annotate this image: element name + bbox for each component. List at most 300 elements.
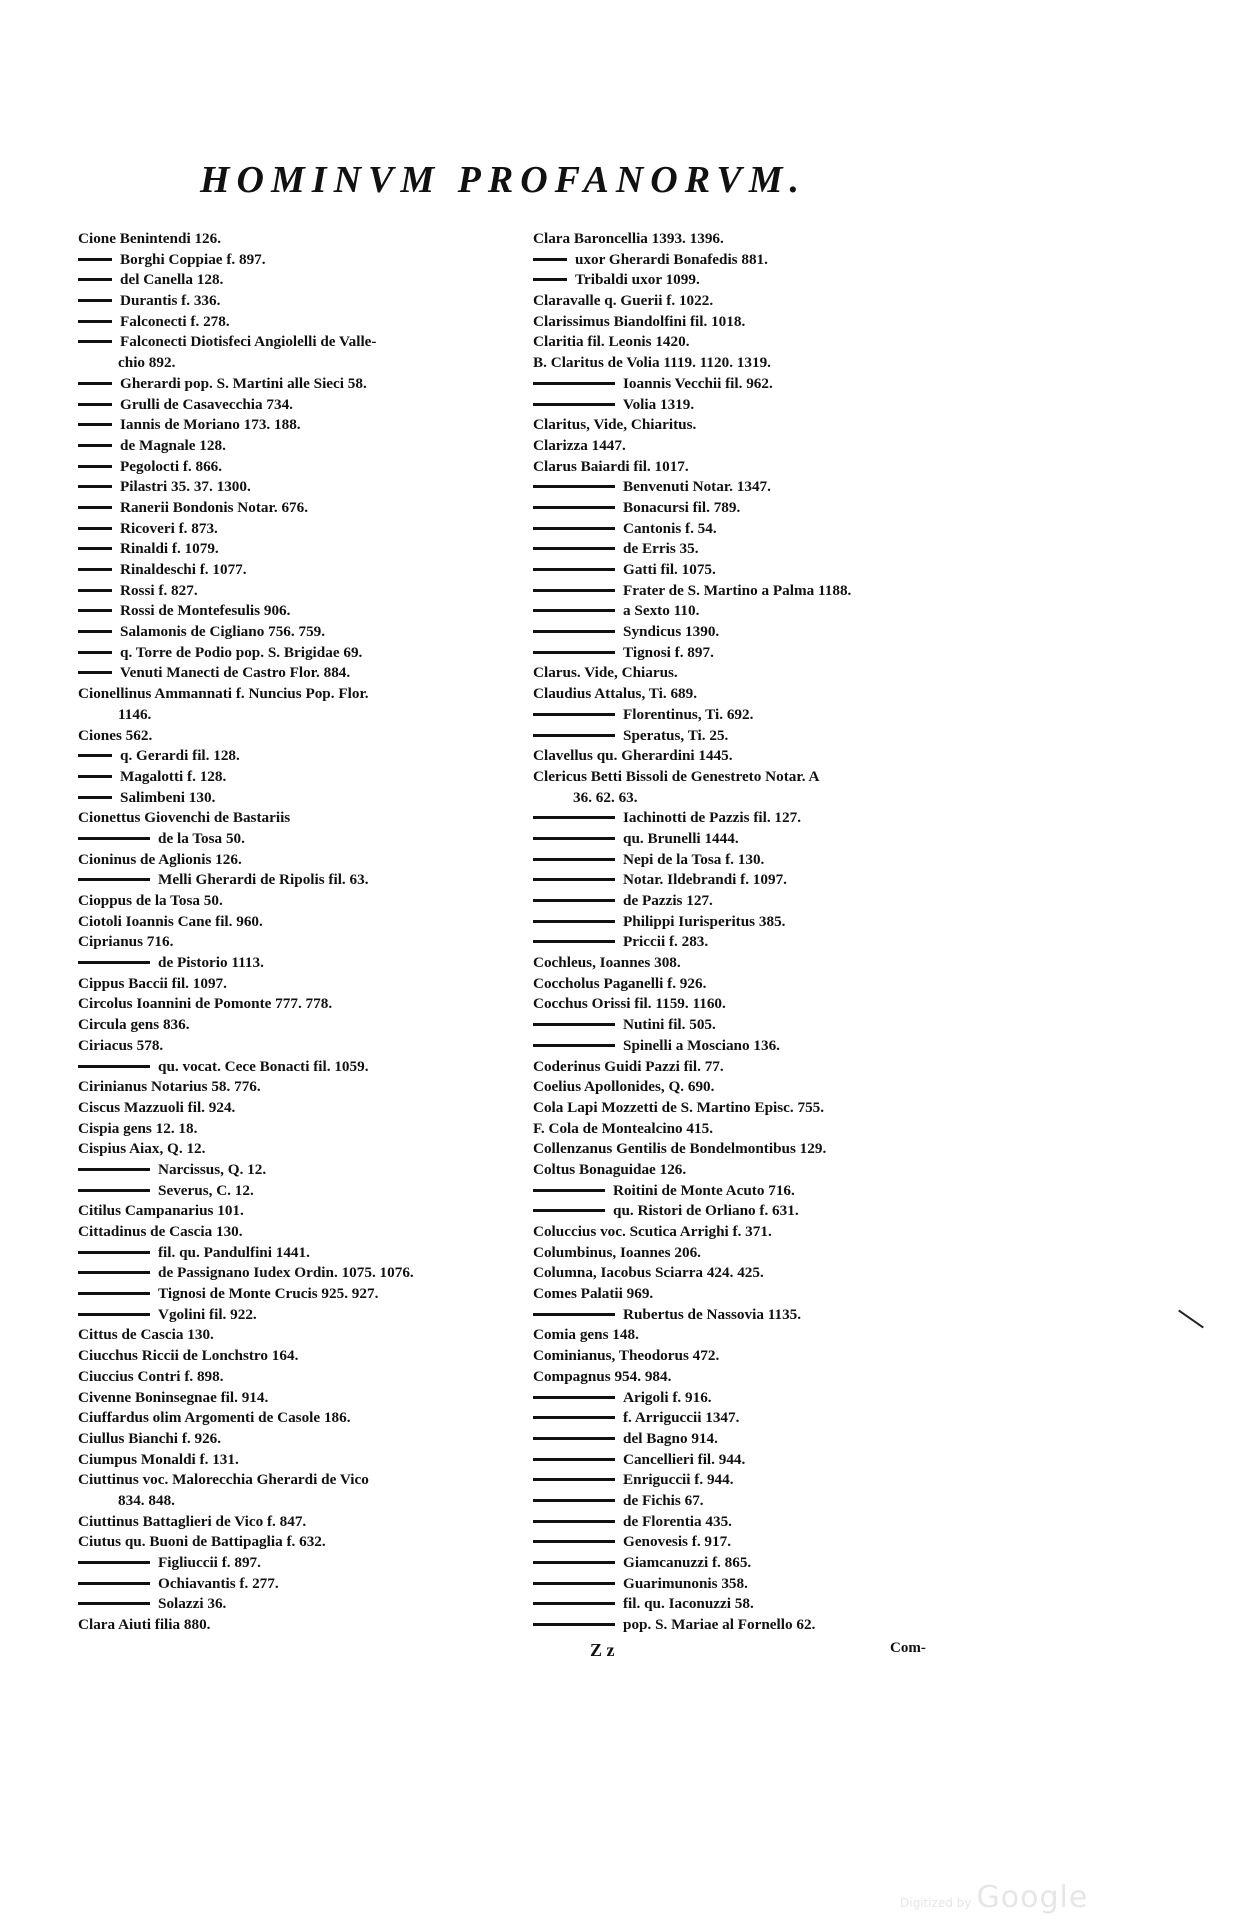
ditto-dash xyxy=(78,320,112,323)
index-entry xyxy=(78,1388,516,1409)
entry-text: de Pazzis 127. xyxy=(623,892,713,909)
index-entry xyxy=(78,1512,516,1533)
index-entry xyxy=(533,663,969,684)
entry-text: chio 892. xyxy=(118,354,176,372)
entry-text: Figliuccii f. 897. xyxy=(158,1554,261,1571)
ditto-dash xyxy=(78,403,112,406)
entry-text: Ciuffardus olim Argomenti de Casole 186. xyxy=(78,1409,351,1427)
ditto-dash xyxy=(533,899,615,902)
index-entry xyxy=(533,622,969,643)
index-entry xyxy=(78,746,516,767)
index-entry xyxy=(533,436,969,457)
entry-text: Claritia fil. Leonis 1420. xyxy=(533,333,690,351)
ditto-dash xyxy=(533,651,615,654)
ditto-dash xyxy=(533,1189,605,1192)
entry-text: Cochleus, Ioannes 308. xyxy=(533,954,681,972)
index-entry xyxy=(533,477,969,498)
index-entry xyxy=(78,1429,516,1450)
index-entry xyxy=(533,870,969,891)
ditto-dash xyxy=(533,1209,605,1212)
entry-text: f. Arriguccii 1347. xyxy=(623,1409,740,1427)
entry-text: Ciuttinus voc. Malorecchia Gherardi de Vico xyxy=(78,1471,369,1489)
entry-text: Coltus Bonaguidae 126. xyxy=(533,1160,687,1178)
ditto-dash xyxy=(533,1416,615,1419)
index-entry xyxy=(533,1325,969,1346)
index-entry xyxy=(78,1367,516,1388)
index-entry xyxy=(78,932,516,953)
entry-text: Genovesis f. 917. xyxy=(623,1533,731,1551)
entry-text: Cioppus de la Tosa 50. xyxy=(78,892,223,909)
index-entry xyxy=(78,1532,516,1553)
index-entry xyxy=(533,601,969,622)
index-entry xyxy=(533,746,969,767)
entry-text: del Bagno 914. xyxy=(623,1429,718,1447)
entry-text: Syndicus 1390. xyxy=(623,623,720,641)
index-entry xyxy=(533,1429,969,1450)
index-entry xyxy=(533,684,969,705)
ditto-dash xyxy=(78,1065,150,1068)
index-entry xyxy=(78,829,516,850)
ditto-dash xyxy=(533,609,615,612)
index-entry xyxy=(533,850,969,871)
index-entry xyxy=(78,788,516,809)
index-entry xyxy=(533,1160,969,1181)
ditto-dash xyxy=(533,920,615,923)
entry-text: Clara Baroncellia 1393. 1396. xyxy=(533,230,724,247)
index-entry xyxy=(78,250,516,271)
ditto-dash xyxy=(533,527,615,530)
index-entry xyxy=(533,539,969,560)
ditto-dash xyxy=(533,1313,615,1316)
ditto-dash xyxy=(78,1271,150,1274)
index-entry xyxy=(78,1450,516,1471)
ditto-dash xyxy=(533,1602,615,1605)
index-entry xyxy=(533,498,969,519)
ditto-dash xyxy=(78,568,112,571)
entry-text: B. Claritus de Volia 1119. 1120. 1319. xyxy=(533,354,771,372)
index-entry xyxy=(78,953,516,974)
entry-text: Ciuccius Contri f. 898. xyxy=(78,1367,224,1385)
entry-text: Cispia gens 12. 18. xyxy=(78,1119,198,1137)
index-entry xyxy=(533,560,969,581)
ditto-dash xyxy=(78,278,112,281)
index-entry xyxy=(533,353,969,374)
entry-text: Cirinianus Notarius 58. 776. xyxy=(78,1078,261,1096)
entry-text: Columna, Iacobus Sciarra 424. 425. xyxy=(533,1264,764,1282)
entry-text: Clarus Baiardi fil. 1017. xyxy=(533,457,689,475)
ditto-dash xyxy=(78,1313,150,1316)
entry-text: 36. 62. 63. xyxy=(573,788,638,806)
index-entry xyxy=(78,229,516,250)
entry-text: fil. qu. Iaconuzzi 58. xyxy=(623,1595,754,1613)
entry-text: Claritus, Vide, Chiaritus. xyxy=(533,416,697,434)
ditto-dash xyxy=(533,278,567,281)
entry-text: Narcissus, Q. 12. xyxy=(158,1160,267,1178)
watermark-small: Digitized by xyxy=(900,1896,972,1910)
entry-text: Cioninus de Aglionis 126. xyxy=(78,850,242,868)
ditto-dash xyxy=(78,1292,150,1295)
index-entry xyxy=(78,1305,516,1326)
entry-text: Iachinotti de Pazzis fil. 127. xyxy=(623,809,802,827)
index-entry xyxy=(533,1512,969,1533)
index-entry xyxy=(78,353,516,374)
index-entry xyxy=(78,1036,516,1057)
entry-text: Tignosi de Monte Crucis 925. 927. xyxy=(158,1285,379,1303)
index-entry xyxy=(78,374,516,395)
entry-text: Cippus Baccii fil. 1097. xyxy=(78,974,227,992)
entry-text: Venuti Manecti de Castro Flor. 884. xyxy=(120,664,351,682)
index-entry xyxy=(78,1553,516,1574)
entry-text: 834. 848. xyxy=(118,1491,175,1509)
entry-text: Falconecti Diotisfeci Angiolelli de Valle- xyxy=(120,333,377,351)
index-entry xyxy=(533,312,969,333)
index-entry xyxy=(78,684,516,705)
entry-text: Cionellinus Ammannati f. Nuncius Pop. Flor. xyxy=(78,685,369,703)
entry-text: Cispius Aiax, Q. 12. xyxy=(78,1140,206,1158)
index-entry xyxy=(533,1450,969,1471)
index-entry xyxy=(78,1243,516,1264)
entry-text: Philippi Iurisperitus 385. xyxy=(623,912,786,930)
entry-text: Rinaldeschi f. 1077. xyxy=(120,561,247,578)
index-entry xyxy=(78,1098,516,1119)
ditto-dash xyxy=(78,609,112,612)
entry-text: Ciprianus 716. xyxy=(78,933,174,951)
entry-text: Civenne Boninsegnae fil. 914. xyxy=(78,1388,269,1406)
index-entry xyxy=(533,1119,969,1140)
left-column xyxy=(78,229,516,1636)
index-entry xyxy=(533,788,969,809)
entry-text: Clarissimus Biandolfini fil. 1018. xyxy=(533,312,746,330)
entry-text: Gatti fil. 1075. xyxy=(623,561,716,578)
entry-text: Ciullus Bianchi f. 926. xyxy=(78,1429,222,1447)
index-entry xyxy=(78,994,516,1015)
entry-text: Cola Lapi Mozzetti de S. Martino Episc. 755. xyxy=(533,1098,825,1116)
ditto-dash xyxy=(533,713,615,716)
ditto-dash xyxy=(533,1023,615,1026)
entry-text: q. Torre de Podio pop. S. Brigidae 69. xyxy=(120,643,363,661)
ditto-dash xyxy=(533,568,615,571)
index-entry xyxy=(533,1491,969,1512)
index-entry xyxy=(78,974,516,995)
entry-text: Ciscus Mazzuoli fil. 924. xyxy=(78,1098,236,1116)
entry-text: Rossi f. 827. xyxy=(120,581,198,599)
index-entry xyxy=(78,912,516,933)
entry-text: Cione Benintendi 126. xyxy=(78,230,222,247)
index-entry xyxy=(533,891,969,912)
ditto-dash xyxy=(78,775,112,778)
index-entry xyxy=(533,767,969,788)
index-entry xyxy=(78,1408,516,1429)
index-entry xyxy=(533,1594,969,1615)
entry-text: Roitini de Monte Acuto 716. xyxy=(613,1181,795,1199)
index-entry xyxy=(533,932,969,953)
ditto-dash xyxy=(533,485,615,488)
index-entry xyxy=(533,829,969,850)
entry-text: Salamonis de Cigliano 756. 759. xyxy=(120,623,326,641)
index-entry xyxy=(533,1553,969,1574)
entry-text: Priccii f. 283. xyxy=(623,933,709,951)
entry-text: Melli Gherardi de Ripolis fil. 63. xyxy=(158,871,369,889)
watermark-logo: Google xyxy=(976,1880,1089,1915)
ditto-dash xyxy=(78,1189,150,1192)
entry-text: 1146. xyxy=(118,705,152,723)
index-entry xyxy=(78,291,516,312)
entry-text: Cantonis f. 54. xyxy=(623,519,717,537)
entry-text: fil. qu. Pandulfini 1441. xyxy=(158,1243,310,1261)
entry-text: qu. vocat. Cece Bonacti fil. 1059. xyxy=(158,1057,369,1075)
index-entry xyxy=(533,374,969,395)
index-entry xyxy=(78,270,516,291)
entry-text: Ciotoli Ioannis Cane fil. 960. xyxy=(78,912,263,930)
ditto-dash xyxy=(78,527,112,530)
index-entry xyxy=(78,808,516,829)
index-entry xyxy=(78,1015,516,1036)
index-entry xyxy=(78,1491,516,1512)
entry-text: Severus, C. 12. xyxy=(158,1181,254,1199)
stray-mark xyxy=(1178,1310,1204,1329)
index-entry xyxy=(533,994,969,1015)
ditto-dash xyxy=(533,1561,615,1564)
entry-text: Ioannis Vecchii fil. 962. xyxy=(623,374,773,392)
entry-text: Rossi de Montefesulis 906. xyxy=(120,602,291,620)
ditto-dash xyxy=(78,878,150,881)
index-entry xyxy=(78,705,516,726)
entry-text: Cocchus Orissi fil. 1159. 1160. xyxy=(533,995,726,1013)
entry-text: Columbinus, Ioannes 206. xyxy=(533,1243,701,1261)
index-entry xyxy=(78,560,516,581)
ditto-dash xyxy=(533,1520,615,1523)
index-entry xyxy=(78,436,516,457)
index-entry xyxy=(78,622,516,643)
entry-text: Falconecti f. 278. xyxy=(120,312,230,330)
entry-text: Clara Aiuti filia 880. xyxy=(78,1616,211,1634)
ditto-dash xyxy=(533,506,615,509)
index-entry xyxy=(533,1057,969,1078)
index-entry xyxy=(533,1388,969,1409)
signature-mark: Z z xyxy=(590,1640,615,1660)
ditto-dash xyxy=(533,630,615,633)
entry-text: Collenzanus Gentilis de Bondelmontibus 129. xyxy=(533,1140,827,1158)
index-entry xyxy=(78,1057,516,1078)
index-entry xyxy=(533,1305,969,1326)
entry-text: Tignosi f. 897. xyxy=(623,643,714,661)
entry-text: Magalotti f. 128. xyxy=(120,767,227,785)
entry-text: Iannis de Moriano 173. 188. xyxy=(120,416,301,434)
index-entry xyxy=(78,539,516,560)
ditto-dash xyxy=(533,547,615,550)
entry-text: de Erris 35. xyxy=(623,540,699,558)
entry-text: Rinaldi f. 1079. xyxy=(120,540,219,558)
index-entry xyxy=(78,891,516,912)
index-entry xyxy=(533,229,969,250)
entry-text: de Pistorio 1113. xyxy=(158,954,264,972)
entry-text: qu. Brunelli 1444. xyxy=(623,829,739,847)
ditto-dash xyxy=(78,547,112,550)
ditto-dash xyxy=(533,403,615,406)
entry-text: Cancellieri fil. 944. xyxy=(623,1450,746,1468)
index-entry xyxy=(78,332,516,353)
index-entry xyxy=(533,415,969,436)
index-entry xyxy=(533,291,969,312)
index-entry xyxy=(533,643,969,664)
index-entry xyxy=(533,1098,969,1119)
entry-text: Nepi de la Tosa f. 130. xyxy=(623,850,765,868)
entry-text: Ciumpus Monaldi f. 131. xyxy=(78,1450,239,1468)
watermark xyxy=(900,1880,1088,1915)
entry-text: Ricoveri f. 873. xyxy=(120,519,218,537)
entry-text: de Magnale 128. xyxy=(120,436,226,454)
ditto-dash xyxy=(533,858,615,861)
index-entry xyxy=(533,1243,969,1264)
entry-text: Coccholus Paganelli f. 926. xyxy=(533,974,707,992)
entry-text: uxor Gherardi Bonafedis 881. xyxy=(575,250,768,268)
ditto-dash xyxy=(533,1582,615,1585)
entry-text: F. Cola de Montealcino 415. xyxy=(533,1119,713,1137)
ditto-dash xyxy=(78,465,112,468)
index-entry xyxy=(78,457,516,478)
entry-text: Clericus Betti Bissoli de Genestreto Notar. A xyxy=(533,767,820,785)
index-entry xyxy=(78,1201,516,1222)
ditto-dash xyxy=(533,878,615,881)
ditto-dash xyxy=(78,1251,150,1254)
index-entry xyxy=(533,1532,969,1553)
index-entry xyxy=(533,705,969,726)
ditto-dash xyxy=(78,630,112,633)
entry-text: qu. Ristori de Orliano f. 631. xyxy=(613,1202,799,1220)
ditto-dash xyxy=(78,299,112,302)
entry-text: Ciones 562. xyxy=(78,726,153,744)
entry-text: Grulli de Casavecchia 734. xyxy=(120,395,293,413)
index-entry xyxy=(78,601,516,622)
entry-text: Circula gens 836. xyxy=(78,1016,190,1034)
index-entry xyxy=(533,1408,969,1429)
entry-text: Comia gens 148. xyxy=(533,1326,639,1344)
index-entry xyxy=(78,1594,516,1615)
entry-text: Ciutus qu. Buoni de Battipaglia f. 632. xyxy=(78,1533,326,1551)
index-entry xyxy=(533,1015,969,1036)
index-entry xyxy=(533,1263,969,1284)
index-entry xyxy=(533,1036,969,1057)
entry-text: Clarizza 1447. xyxy=(533,436,626,454)
ditto-dash xyxy=(78,1168,150,1171)
index-entry xyxy=(78,1160,516,1181)
index-entry xyxy=(78,519,516,540)
entry-text: Nutini fil. 505. xyxy=(623,1016,716,1034)
index-entry xyxy=(78,1181,516,1202)
index-entry xyxy=(533,1139,969,1160)
entry-text: Coderinus Guidi Pazzi fil. 77. xyxy=(533,1057,724,1075)
ditto-dash xyxy=(533,816,615,819)
ditto-dash xyxy=(78,754,112,757)
entry-text: pop. S. Mariae al Fornello 62. xyxy=(623,1616,816,1634)
index-entry xyxy=(78,498,516,519)
index-entry xyxy=(533,581,969,602)
ditto-dash xyxy=(533,1623,615,1626)
ditto-dash xyxy=(78,258,112,261)
entry-text: Citilus Campanarius 101. xyxy=(78,1202,244,1220)
ditto-dash xyxy=(78,1602,150,1605)
entry-text: Tribaldi uxor 1099. xyxy=(575,271,700,289)
ditto-dash xyxy=(533,589,615,592)
index-entry xyxy=(533,332,969,353)
index-entry xyxy=(78,1263,516,1284)
entry-text: Notar. Ildebrandi f. 1097. xyxy=(623,871,787,889)
index-entry xyxy=(78,1346,516,1367)
ditto-dash xyxy=(78,444,112,447)
index-entry xyxy=(533,1284,969,1305)
entry-text: Arigoli f. 916. xyxy=(623,1388,712,1406)
ditto-dash xyxy=(78,796,112,799)
index-entry xyxy=(533,974,969,995)
ditto-dash xyxy=(533,837,615,840)
entry-text: Ochiavantis f. 277. xyxy=(158,1574,279,1592)
ditto-dash xyxy=(533,1437,615,1440)
entry-text: Salimbeni 130. xyxy=(120,788,216,806)
index-entry xyxy=(533,250,969,271)
index-entry xyxy=(78,1284,516,1305)
ditto-dash xyxy=(533,258,567,261)
entry-text: Florentinus, Ti. 692. xyxy=(623,705,754,723)
index-entry xyxy=(78,1470,516,1491)
entry-text: q. Gerardi fil. 128. xyxy=(120,747,240,765)
entry-text: a Sexto 110. xyxy=(623,602,700,620)
index-entry xyxy=(78,395,516,416)
index-entry xyxy=(533,1346,969,1367)
entry-text: Cittadinus de Cascia 130. xyxy=(78,1223,243,1240)
index-entry xyxy=(78,477,516,498)
entry-text: Claudius Attalus, Ti. 689. xyxy=(533,685,698,703)
entry-text: Durantis f. 336. xyxy=(120,292,221,310)
ditto-dash xyxy=(533,1540,615,1543)
index-entry xyxy=(78,1119,516,1140)
index-entry xyxy=(533,1201,969,1222)
entry-text: Solazzi 36. xyxy=(158,1595,227,1613)
ditto-dash xyxy=(78,340,112,343)
ditto-dash xyxy=(533,1499,615,1502)
entry-text: Ciucchus Riccii de Lonchstro 164. xyxy=(78,1347,299,1365)
entry-text: Claravalle q. Guerii f. 1022. xyxy=(533,292,714,310)
entry-text: Gherardi pop. S. Martini alle Sieci 58. xyxy=(120,374,367,392)
ditto-dash xyxy=(78,423,112,426)
index-entry xyxy=(533,395,969,416)
index-entry xyxy=(533,1615,969,1636)
entry-text: Pilastri 35. 37. 1300. xyxy=(120,478,251,496)
index-entry xyxy=(78,1325,516,1346)
index-entry xyxy=(533,1367,969,1388)
entry-text: Spinelli a Mosciano 136. xyxy=(623,1036,780,1054)
entry-text: Pegolocti f. 866. xyxy=(120,457,223,475)
index-entry xyxy=(533,1470,969,1491)
ditto-dash xyxy=(533,382,615,385)
entry-text: Speratus, Ti. 25. xyxy=(623,726,729,744)
ditto-dash xyxy=(78,961,150,964)
entry-text: Coelius Apollonides, Q. 690. xyxy=(533,1078,715,1096)
ditto-dash xyxy=(78,506,112,509)
index-entry xyxy=(533,1574,969,1595)
entry-text: de la Tosa 50. xyxy=(158,829,245,847)
index-entry xyxy=(78,850,516,871)
index-entry xyxy=(78,1077,516,1098)
index-entry xyxy=(533,1181,969,1202)
entry-text: Ciuttinus Battaglieri de Vico f. 847. xyxy=(78,1512,307,1530)
index-entry xyxy=(78,415,516,436)
entry-text: Ranerii Bondonis Notar. 676. xyxy=(120,498,309,516)
ditto-dash xyxy=(78,671,112,674)
entry-text: Guarimunonis 358. xyxy=(623,1574,748,1592)
entry-text: Cominianus, Theodorus 472. xyxy=(533,1347,720,1365)
entry-text: Benvenuti Notar. 1347. xyxy=(623,478,771,496)
entry-text: Compagnus 954. 984. xyxy=(533,1367,672,1385)
